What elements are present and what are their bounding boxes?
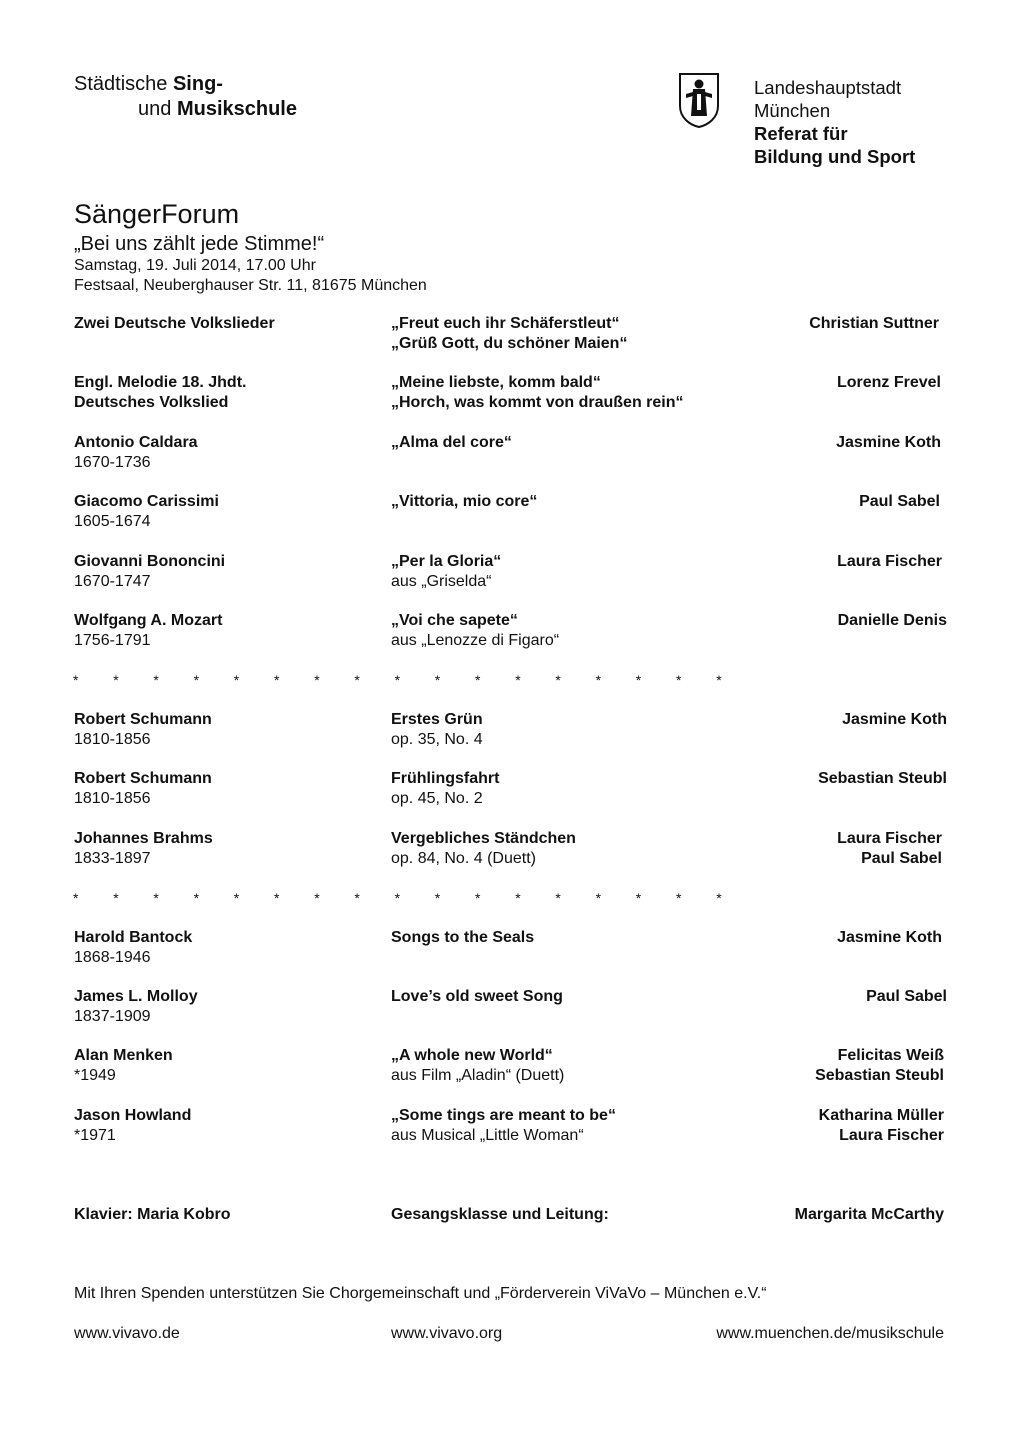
composer-dates: 1810-1856 — [74, 731, 151, 748]
separator-star: * — [716, 890, 722, 906]
performer-name: Katharina Müller — [818, 1107, 944, 1124]
event-info — [74, 256, 427, 296]
separator-star: * — [475, 672, 481, 688]
piece-title: Love’s old sweet Song — [391, 988, 563, 1005]
piece-subtitle: op. 45, No. 2 — [391, 790, 483, 807]
separator-star: * — [153, 672, 159, 688]
donation-note: Mit Ihren Spenden unterstützen Sie Chorgemeinschaft und „Förderverein ViVaVo – München e.V.“ — [74, 1285, 767, 1302]
composer-name: Johannes Brahms — [74, 830, 213, 847]
composer-cell — [74, 1106, 374, 1146]
separator-star: * — [354, 890, 360, 906]
composer-name: Jason Howland — [74, 1107, 192, 1124]
composer-dates: Deutsches Volkslied — [74, 394, 229, 411]
separator-star: * — [153, 890, 159, 906]
performer-name: Lorenz Frevel — [836, 374, 941, 391]
composer-cell — [74, 611, 374, 651]
composer-name: Robert Schumann — [74, 711, 212, 728]
separator-star: * — [73, 672, 79, 688]
separator-star: * — [233, 890, 240, 906]
composer-cell — [74, 1046, 374, 1086]
city-department: Landeshauptstadt München Referat für Bildung und Sport — [754, 77, 916, 167]
separator-star: * — [274, 890, 280, 906]
piece-title: „A whole new World“ — [391, 1047, 553, 1064]
composer-name: James L. Molloy — [74, 988, 198, 1005]
separator-star: * — [314, 890, 320, 906]
performer-cell — [684, 1046, 944, 1086]
piece-title: Songs to the Seals — [391, 929, 535, 946]
performer-name: Paul Sabel — [866, 988, 947, 1005]
performer-name: Laura Fischer — [837, 830, 942, 847]
munich-crest-icon — [678, 72, 720, 128]
performer-cell — [681, 373, 941, 393]
composer-name: Harold Bantock — [74, 929, 193, 946]
separator-star: * — [233, 672, 240, 688]
composer-dates: 1810-1856 — [74, 790, 151, 807]
composer-name: Antonio Caldara — [74, 434, 198, 451]
link-musikschule[interactable]: www.muenchen.de/musikschule — [716, 1325, 944, 1342]
separator-star: * — [113, 890, 119, 906]
performer-cell — [682, 928, 942, 948]
separator-star: * — [354, 672, 360, 688]
performer-name: Paul Sabel — [859, 493, 940, 510]
composer-cell — [74, 769, 374, 809]
separator-star: * — [394, 672, 401, 688]
piece-subtitle: „Grüß Gott, du schöner Maien“ — [391, 335, 628, 352]
piece-title: „Voi che sapete“ — [391, 612, 518, 629]
separator-star: * — [555, 672, 561, 688]
separator-star: * — [595, 890, 602, 906]
composer-dates: 1833-1897 — [74, 850, 151, 867]
composer-dates: 1756-1791 — [74, 632, 151, 649]
piece-title: „Some tings are meant to be“ — [391, 1107, 616, 1124]
performer-cell — [687, 987, 947, 1007]
piece-subtitle: aus „Griselda“ — [391, 573, 492, 590]
performer-cell — [680, 492, 940, 512]
performer-name: Jasmine Koth — [836, 434, 941, 451]
piece-title: Vergebliches Ständchen — [391, 830, 576, 847]
performer-name-2: Paul Sabel — [861, 850, 942, 867]
composer-dates: *1949 — [74, 1067, 116, 1084]
separator-star: * — [394, 890, 401, 906]
composer-cell — [74, 373, 374, 413]
performer-cell — [684, 1106, 944, 1146]
performer-cell — [679, 314, 939, 334]
performer-name-2: Sebastian Steubl — [815, 1067, 944, 1084]
composer-cell — [74, 829, 374, 869]
separator-star: * — [635, 890, 642, 906]
composer-name: Alan Menken — [74, 1047, 173, 1064]
composer-name: Engl. Melodie 18. Jhdt. — [74, 374, 247, 391]
piece-title: Erstes Grün — [391, 711, 483, 728]
separator-star: * — [274, 672, 280, 688]
separator-star: * — [193, 890, 200, 906]
separator-star: * — [434, 890, 441, 906]
separator-star: * — [676, 890, 682, 906]
composer-dates: 1868-1946 — [74, 949, 151, 966]
section-separator — [0, 890, 1024, 906]
composer-cell — [74, 433, 374, 473]
separator-star: * — [635, 672, 642, 688]
performer-cell — [682, 829, 942, 869]
performer-cell — [687, 611, 947, 631]
performer-name: Felicitas Weiß — [837, 1047, 944, 1064]
school-name-line2: und Musikschule — [138, 98, 297, 120]
composer-cell — [74, 314, 374, 334]
performer-name: Sebastian Steubl — [818, 770, 947, 787]
school-name — [74, 72, 297, 122]
piano-credit: Klavier: Maria Kobro — [74, 1206, 231, 1223]
performer-cell — [682, 552, 942, 572]
school-name-line1: Städtische Sing- — [74, 73, 223, 95]
piece-subtitle: aus Musical „Little Woman“ — [391, 1127, 584, 1144]
separator-star: * — [314, 672, 320, 688]
separator-star: * — [716, 672, 722, 688]
composer-cell — [74, 928, 374, 968]
composer-name: Wolfgang A. Mozart — [74, 612, 223, 629]
separator-star: * — [676, 672, 682, 688]
performer-cell — [687, 769, 947, 789]
separator-star: * — [434, 672, 441, 688]
performer-cell — [687, 710, 947, 730]
link-vivavo-de[interactable]: www.vivavo.de — [74, 1325, 180, 1342]
piece-subtitle: aus „Lenozze di Figaro“ — [391, 632, 560, 649]
piece-subtitle: aus Film „Aladin“ (Duett) — [391, 1067, 565, 1084]
piece-subtitle: „Horch, was kommt von draußen rein“ — [391, 394, 684, 411]
composer-dates: 1670-1747 — [74, 573, 151, 590]
separator-star: * — [475, 890, 481, 906]
link-vivavo-org[interactable]: www.vivavo.org — [391, 1325, 503, 1342]
separator-star: * — [595, 672, 602, 688]
piece-title: „Per la Gloria“ — [391, 553, 502, 570]
composer-cell — [74, 710, 374, 750]
performer-name: Danielle Denis — [837, 612, 947, 629]
piece-title: „Alma del core“ — [391, 434, 512, 451]
composer-dates: 1605-1674 — [74, 513, 151, 530]
section-separator — [0, 672, 1024, 688]
performer-name: Christian Suttner — [809, 315, 939, 332]
composer-name: Robert Schumann — [74, 770, 212, 787]
piece-subtitle: op. 84, No. 4 (Duett) — [391, 850, 536, 867]
performer-cell — [681, 433, 941, 453]
performer-name: Laura Fischer — [837, 553, 942, 570]
performer-name: Jasmine Koth — [842, 711, 947, 728]
event-date: Samstag, 19. Juli 2014, 17.00 Uhr — [74, 257, 316, 274]
performer-name: Jasmine Koth — [837, 929, 942, 946]
piece-title: „Vittoria, mio core“ — [391, 493, 538, 510]
separator-star: * — [515, 672, 521, 688]
composer-cell — [74, 987, 374, 1027]
composer-cell — [74, 492, 374, 532]
performer-name-2: Laura Fischer — [839, 1127, 944, 1144]
separator-star: * — [113, 672, 119, 688]
piece-subtitle: op. 35, No. 4 — [391, 731, 483, 748]
event-title: SängerForum — [74, 199, 240, 229]
composer-name: Giacomo Carissimi — [74, 493, 219, 510]
composer-name: Zwei Deutsche Volkslieder — [74, 315, 275, 332]
composer-dates: 1670-1736 — [74, 454, 151, 471]
separator-star: * — [73, 890, 79, 906]
separator-star: * — [515, 890, 521, 906]
composer-dates: 1837-1909 — [74, 1008, 151, 1025]
event-venue: Festsaal, Neuberghauser Str. 11, 81675 München — [74, 277, 427, 294]
composer-name: Giovanni Bononcini — [74, 553, 226, 570]
separator-star: * — [555, 890, 561, 906]
piece-title: „Freut euch ihr Schäferstleut“ — [391, 315, 620, 332]
teacher-name: Margarita McCarthy — [794, 1206, 944, 1223]
event-motto: „Bei uns zählt jede Stimme!“ — [74, 233, 325, 255]
piece-title: Frühlingsfahrt — [391, 770, 500, 787]
piece-title: „Meine liebste, komm bald“ — [391, 374, 601, 391]
composer-dates: *1971 — [74, 1127, 116, 1144]
class-label: Gesangsklasse und Leitung: — [391, 1206, 609, 1223]
composer-cell — [74, 552, 374, 592]
separator-star: * — [193, 672, 200, 688]
